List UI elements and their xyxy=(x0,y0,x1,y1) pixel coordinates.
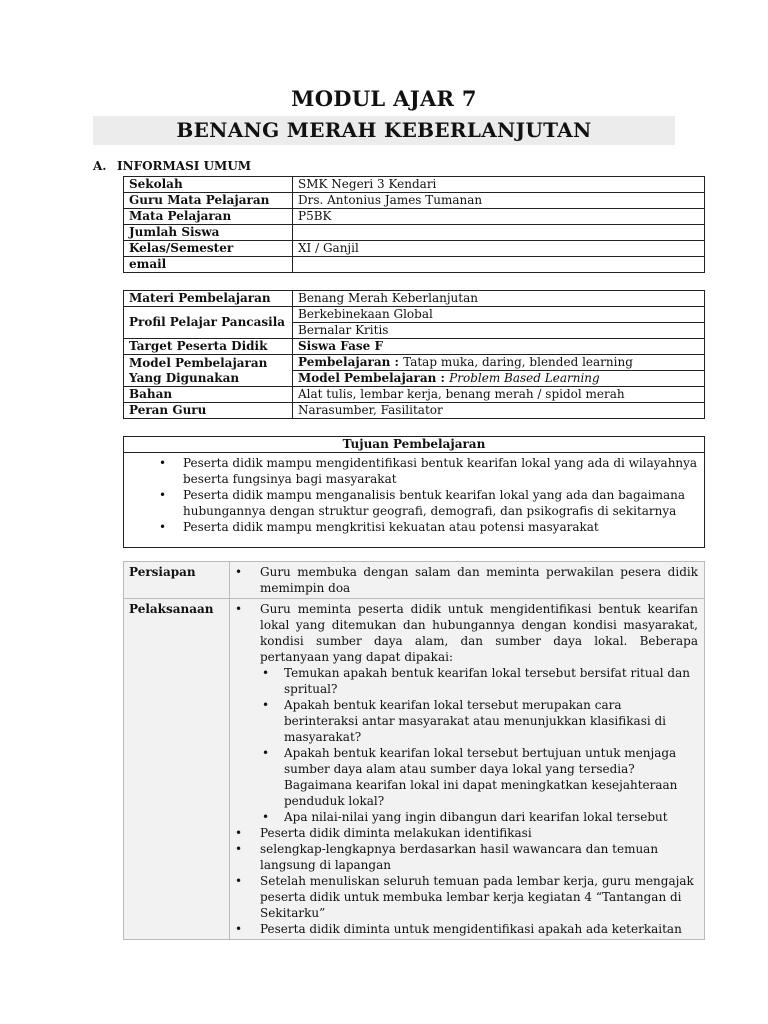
peran-value: Narasumber, Fasilitator xyxy=(293,403,705,419)
list-item: • Peserta didik diminta melakukan identifikasi xyxy=(235,825,698,841)
info-value xyxy=(293,225,705,241)
table-row xyxy=(124,307,705,323)
table-row xyxy=(124,209,705,225)
table-row xyxy=(124,453,705,548)
list-item: • Apakah bentuk kearifan lokal tersebut merupakan cara berinteraksi antar masyarakat atau menunjukkan klasifikasi di masyarakat? xyxy=(260,697,698,745)
table-row xyxy=(124,403,705,419)
question-list xyxy=(260,665,698,825)
section-a-heading xyxy=(93,159,251,173)
list-item: • Setelah menuliskan seluruh temuan pada lembar kerja, guru mengajak peserta didik untuk membuka lembar kerja kegiatan 4 “Tantangan di Sekitarku” xyxy=(235,873,698,921)
list-item: • Peserta didik mampu mengkritisi kekuatan atau potensi masyarakat xyxy=(129,519,699,535)
list-item: • Peserta didik mampu menganalisis bentuk kearifan lokal yang ada dan bagaimana hubungannya dengan struktur geografi, demografi, dan psikografis di sekitarnya xyxy=(129,487,699,519)
list-item: • selengkap-lengkapnya berdasarkan hasil wawancara dan temuan langsung di lapangan xyxy=(235,841,698,873)
info-table xyxy=(123,176,705,273)
list-item: • Guru membuka dengan salam dan meminta perwakilan pesera didik memimpin doa xyxy=(235,564,698,596)
table-row xyxy=(124,339,705,355)
bahan-label: Bahan xyxy=(124,387,293,403)
peran-label: Peran Guru xyxy=(124,403,293,419)
materi-table xyxy=(123,290,705,419)
info-value: Drs. Antonius James Tumanan xyxy=(293,193,705,209)
table-row xyxy=(124,387,705,403)
tujuan-header: Tujuan Pembelajaran xyxy=(124,437,705,453)
target-value: Siswa Fase F xyxy=(293,339,705,355)
model-label xyxy=(124,355,293,387)
proses-table xyxy=(123,561,705,940)
table-row xyxy=(124,241,705,257)
info-label: Jumlah Siswa xyxy=(124,225,293,241)
model-row2-value: Problem Based Learning xyxy=(449,371,600,385)
info-label: email xyxy=(124,257,293,273)
table-row xyxy=(124,355,705,371)
table-row xyxy=(124,291,705,307)
persiapan-body xyxy=(230,562,705,599)
model-row2-label: Model Pembelajaran : xyxy=(298,371,450,385)
info-value: XI / Ganjil xyxy=(293,241,705,257)
pelaksanaan-list xyxy=(235,601,698,937)
tujuan-body xyxy=(124,453,705,548)
table-row xyxy=(124,599,705,940)
info-label: Guru Mata Pelajaran xyxy=(124,193,293,209)
section-label: INFORMASI UMUM xyxy=(117,159,252,173)
table-row xyxy=(124,177,705,193)
model-row xyxy=(293,355,705,371)
model-row1-label: Pembelajaran : xyxy=(298,355,404,369)
list-item: • Temukan apakah bentuk kearifan lokal tersebut bersifat ritual dan spritual? xyxy=(260,665,698,697)
section-letter: A. xyxy=(93,159,107,173)
info-label: Kelas/Semester xyxy=(124,241,293,257)
tujuan-list xyxy=(129,455,699,535)
pelaksanaan-body xyxy=(230,599,705,940)
model-label-line1: Model Pembelajaran xyxy=(129,355,268,370)
list-item: • Peserta didik mampu mengidentifikasi bentuk kearifan lokal yang ada di wilayahnya beserta fungsinya bagi masyarakat xyxy=(129,455,699,487)
target-label: Target Peserta Didik xyxy=(124,339,293,355)
bahan-value: Alat tulis, lembar kerja, benang merah / spidol merah xyxy=(293,387,705,403)
table-row xyxy=(124,193,705,209)
info-label: Mata Pelajaran xyxy=(124,209,293,225)
table-row xyxy=(124,562,705,599)
model-label-line2: Yang Digunakan xyxy=(129,370,240,385)
list-item: • Apa nilai-nilai yang ingin dibangun dari kearifan lokal tersebut xyxy=(260,809,698,825)
info-label: Sekolah xyxy=(124,177,293,193)
info-value: SMK Negeri 3 Kendari xyxy=(293,177,705,193)
persiapan-label: Persiapan xyxy=(124,562,230,599)
pelaksanaan-intro: • Guru meminta peserta didik untuk mengidentifikasi bentuk kearifan lokal yang ditemukan dan hubungannya dengan kondisi masyarakat, kondisi sumber daya alam, dan sumber daya lokal. Beberapa pertanyaan yang dapat dipakai: xyxy=(260,602,698,664)
profil-value: Berkebinekaan Global xyxy=(293,307,705,323)
info-value: P5BK xyxy=(293,209,705,225)
profil-label: Profil Pelajar Pancasila xyxy=(124,307,293,339)
info-value xyxy=(293,257,705,273)
list-item xyxy=(235,601,698,825)
module-title: MODUL AJAR 7 xyxy=(291,86,477,111)
materi-label: Materi Pembelajaran xyxy=(124,291,293,307)
tujuan-table xyxy=(123,436,705,548)
module-subtitle: BENANG MERAH KEBERLANJUTAN xyxy=(93,116,675,145)
table-row xyxy=(124,225,705,241)
model-row xyxy=(293,371,705,387)
list-item: • Apakah bentuk kearifan lokal tersebut bertujuan untuk menjaga sumber daya alam atau sumber daya lokal yang tersedia? Bagaimana kearifan lokal ini dapat meningkatkan kesejahteraan penduduk lokal? xyxy=(260,745,698,809)
model-row1-value: Tatap muka, daring, blended learning xyxy=(403,355,633,369)
list-item: • Peserta didik diminta untuk mengidentifikasi apakah ada keterkaitan xyxy=(235,921,698,937)
materi-value: Benang Merah Keberlanjutan xyxy=(293,291,705,307)
table-row xyxy=(124,437,705,453)
pelaksanaan-label: Pelaksanaan xyxy=(124,599,230,940)
table-row xyxy=(124,257,705,273)
persiapan-list xyxy=(235,564,698,596)
profil-value: Bernalar Kritis xyxy=(293,323,705,339)
